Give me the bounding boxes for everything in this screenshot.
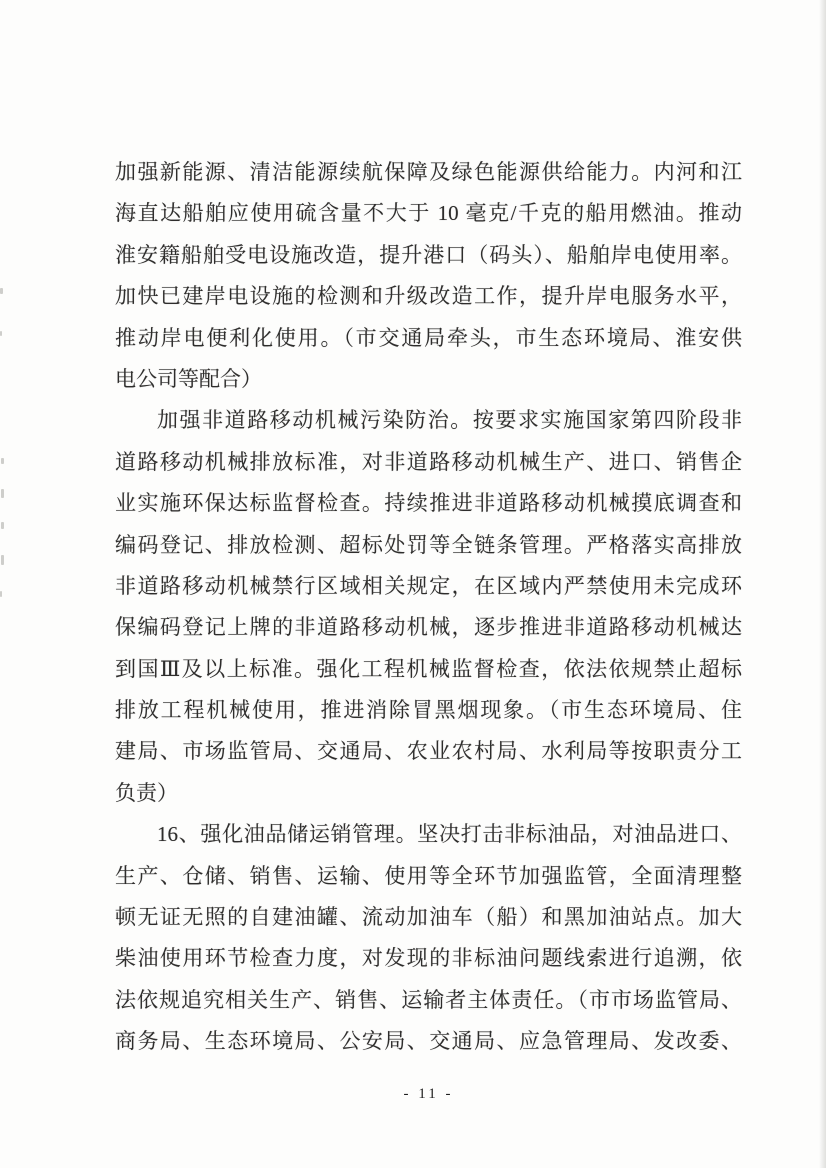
- text-line: 加快已建岸电设施的检测和升级改造工作，提升岸电服务水平，: [115, 284, 742, 309]
- scan-artifact: [0, 591, 2, 597]
- scan-artifact: [1, 522, 4, 529]
- text-line: 负责）: [115, 780, 178, 805]
- text-line: 加强非道路移动机械污染防治。按要求实施国家第四阶段非: [157, 408, 742, 433]
- paragraph-non-road-machinery: [115, 400, 742, 814]
- scan-artifact: [0, 331, 2, 336]
- text-line: 到国Ⅲ及以上标准。强化工程机械监督检查，依法依规禁止超标: [115, 656, 742, 681]
- text-line: 海直达船舶应使用硫含量不大于 10 毫克/千克的船用燃油。推动: [115, 201, 742, 226]
- scan-artifact: [0, 288, 3, 294]
- text-line: 淮安籍船舶受电设施改造，提升港口（码头）、船舶岸电使用率。: [115, 242, 742, 267]
- text-line: 编码登记、排放检测、超标处罚等全链条管理。严格落实高排放: [115, 532, 742, 557]
- text-line: 推动岸电便利化使用。（市交通局牵头，市生态环境局、淮安供: [115, 325, 742, 350]
- scan-edge-shadow: [819, 0, 826, 1168]
- text-line: 业实施环保达标监督检查。持续推进非道路移动机械摸底调查和: [115, 491, 742, 516]
- text-line: 电公司等配合）: [115, 366, 262, 391]
- text-line: 16、强化油品储运销管理。坚决打击非标油品，对油品进口、: [157, 822, 742, 847]
- text-line: 加强新能源、清洁能源续航保障及绿色能源供给能力。内河和江: [115, 160, 742, 184]
- text-line: 顿无证无照的自建油罐、流动加油车（船）和黑加油站点。加大: [115, 905, 742, 930]
- text-line: 商务局、生态环境局、公安局、交通局、应急管理局、发改委、: [115, 1029, 742, 1054]
- paragraph-oil-products: [115, 814, 742, 1062]
- text-line: 保编码登记上牌的非道路移动机械，逐步推进非道路移动机械达: [115, 615, 742, 640]
- text-line: 排放工程机械使用，推进消除冒黑烟现象。（市生态环境局、住: [115, 698, 742, 723]
- body-text: [115, 152, 742, 1063]
- page-number: - 11 -: [403, 1086, 454, 1102]
- scan-artifact: [1, 555, 4, 565]
- text-line: 柴油使用环节检查力度，对发现的非标油问题线索进行追溯，依: [115, 946, 742, 971]
- text-line: 法依规追究相关生产、销售、运输者主体责任。（市市场监管局、: [115, 987, 742, 1012]
- text-line: 生产、仓储、销售、运输、使用等全环节加强监管，全面清理整: [115, 863, 742, 888]
- text-line: 非道路移动机械禁行区域相关规定，在区域内严禁使用未完成环: [115, 573, 742, 598]
- scan-artifact: [1, 458, 4, 464]
- scan-artifact: [1, 489, 4, 498]
- text-line: 道路移动机械排放标准，对非道路移动机械生产、进口、销售企: [115, 449, 742, 474]
- paragraph-clean-energy-shore-power: [115, 152, 742, 400]
- text-line: 建局、市场监管局、交通局、农业农村局、水利局等按职责分工: [115, 739, 742, 764]
